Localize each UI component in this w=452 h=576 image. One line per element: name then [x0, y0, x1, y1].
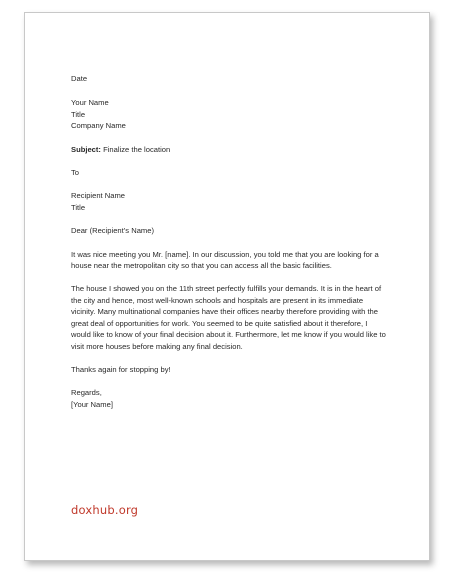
letter-body	[71, 73, 387, 410]
subject-line	[71, 144, 387, 155]
salutation: Dear (Recipient’s Name)	[71, 226, 154, 236]
to-label: To	[71, 168, 80, 178]
thanks-line: Thanks again for stopping by!	[71, 364, 171, 374]
recipient-name: Recipient Name	[71, 191, 126, 201]
letter-date: Date	[71, 74, 88, 83]
watermark-logo: doxhub.org	[71, 503, 139, 517]
sender-company: Company Name	[71, 121, 126, 131]
subject-text: Finalize the location	[103, 144, 171, 154]
document-page	[24, 12, 430, 561]
signature: [Your Name]	[71, 399, 113, 409]
closing: Regards,	[71, 388, 102, 398]
recipient-title: Title	[71, 202, 86, 212]
sender-title: Title	[71, 109, 86, 119]
subject-label: Subject:	[71, 144, 101, 154]
body-paragraph-1: It was nice meeting you Mr. [name]. In our discussion, you told me that you are looking for a house near the metropolitan city so that you can access all the basic facilities.	[71, 249, 379, 271]
body-paragraph-2: The house I showed you on the 11th street perfectly fulfills your demands. It is in the heart of the city and hence, most well-known schools and hospitals are present in its immediate vicinity. Many multinational companies have their offices nearby therefore providing with the great deal of opportunities for work. You seemed to be quite satisfied about it therefore, I would like to know of your final decision about it. Furthermore, let me know if you would like to visit more houses before making any final decision.	[71, 284, 386, 351]
sender-name: Your Name	[71, 98, 109, 108]
